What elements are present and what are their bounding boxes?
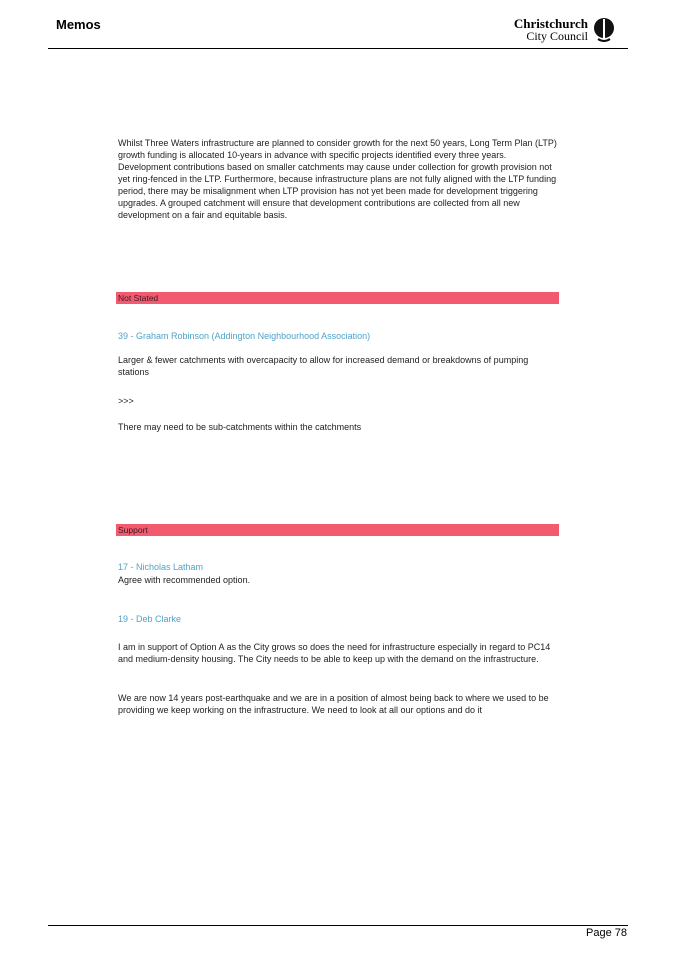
submission-text: >>> (118, 396, 134, 406)
intro-text: Whilst Three Waters infrastructure are planned to consider growth for the next 50 years, Long Term Plan (LTP) growth funding is allocated 10-years in advance with specific projects identified every three years. Development contributions based on smaller catchments may cause under collection for growth provision not yet ring-fenced in the LTP. Furthermore, because infrastructure plans are not fully aligned with the LTP funding period, there may be misalignment when LTP provision has not yet been made for development triggering upgrades. A grouped catchment will ensure that development contributions are collected from all new development on a fair and equitable basis. (118, 138, 557, 220)
submission-body (118, 395, 560, 407)
submission-body (118, 692, 560, 716)
logo-line1: Christchurch (513, 16, 588, 31)
submission-text: Agree with recommended option. (118, 575, 251, 585)
logo-line2: City Council (526, 29, 588, 43)
submission-text: There may need to be sub-catchments within the catchments (118, 422, 362, 432)
header-title: Memos (56, 17, 101, 32)
page-header (48, 12, 628, 48)
submission-text: I am in support of Option A as the City grows so does the need for infrastructure especially in regard to PC14 and medium-density housing. The City needs to be able to keep up with the demand on the infrastructure. (118, 642, 551, 664)
logo-text (514, 18, 588, 42)
page-number: Page 78 (586, 927, 627, 939)
intro-paragraph (118, 137, 560, 221)
header-rule (48, 48, 628, 49)
submission-body (118, 354, 560, 378)
submission-body (118, 641, 560, 665)
submission-body (118, 421, 560, 433)
section-band-support: Support (116, 524, 559, 536)
submitter-name: 17 - Nicholas Latham (118, 562, 204, 572)
submission-text: Larger & fewer catchments with overcapacity to allow for increased demand or breakdowns of pumping stations (118, 355, 529, 377)
submitter-name: 19 - Deb Clarke (118, 614, 182, 624)
section-band-not-stated: Not Stated (116, 292, 559, 304)
submitter-name: 39 - Graham Robinson (Addington Neighbourhood Association) (118, 331, 371, 341)
council-emblem-icon (592, 17, 616, 43)
council-logo (514, 16, 616, 44)
footer-rule (48, 925, 628, 926)
submission-text: We are now 14 years post-earthquake and we are in a position of almost being back to where we used to be providing we keep working on the infrastructure. We need to look at all our options and do it (118, 693, 549, 715)
submission-body (118, 574, 560, 586)
